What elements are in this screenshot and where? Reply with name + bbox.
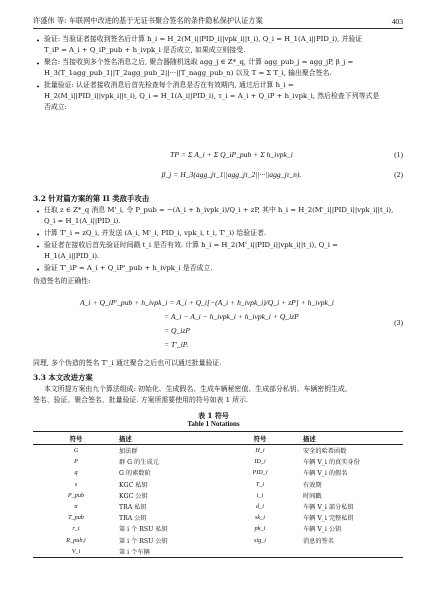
bullet-aggregate-line1: 聚合: 当接收到多个签名消息之后, 聚合器随机选取 agg_j ∈ Z*_q, 计算 agg_pub_j = agg_jP, β_j = — [44, 58, 354, 66]
table-row — [33, 546, 403, 558]
table-cell: 第 i 个 RSU 私钥 — [119, 526, 168, 534]
table-cell — [303, 546, 403, 558]
table-cell: 车辆 V_i 公钥 — [303, 526, 342, 534]
table-row — [33, 445, 403, 457]
running-title: 许盛伟 等: 车联网中改进的基于无证书聚合签名的条件隐私保护认证方案 — [33, 16, 263, 25]
attack-step1-line2: Q_i = H_1(A_i||PID_i). — [44, 217, 121, 225]
bullet-dot: • — [36, 60, 41, 68]
table-cell: 有效期 — [303, 481, 322, 489]
table-row — [33, 479, 403, 490]
table-cell: 安全的哈希函数 — [303, 448, 347, 456]
bullet-verify-line1: 验证: 当验证者接收到签名后计算 h_i = H_2(M_i||PID_i||vpk_i||t_i), Q_i = H_1(A_i||PID_i), 并验证 — [44, 35, 363, 43]
table-cell: 车辆 V_i 的假名 — [303, 470, 348, 478]
section-3-3-para-line2: 签名、验证、聚合签名、批量验证. 方案所需要使用的符号如表 1 所示. — [33, 396, 249, 404]
bullet-dot: • — [36, 208, 41, 216]
section-3-3-para-line1: 本文所提方案由九个算法组成: 初始化、生成假名、生成车辆秘密值、生成部分私钥、车辆密钥生成、 — [44, 385, 352, 393]
table-cell: 时间戳 — [303, 492, 322, 500]
table-header: 符号 — [69, 434, 83, 443]
bullet-dot: • — [36, 83, 41, 91]
attack-step2: 计算 T'_i = zQ_i, 并发送 (A_i, M'_i, PID_i, vpk_i, t_i, T'_i) 给验证者. — [44, 229, 267, 237]
section-3-2-heading: 3.2 针对篇方案的第 II 类敌手攻击 — [33, 194, 150, 203]
equation-2-number: (2) — [394, 170, 403, 179]
bullet-verify-line2: T_iP = A_i + Q_iP_pub + h_ivpk_i 是否成立, 如果成立则接受. — [44, 46, 246, 54]
equation-1-number: (1) — [394, 150, 403, 159]
table-cell: ID_i — [254, 458, 266, 466]
table-caption-cn: 表 1 符号 — [198, 411, 229, 420]
bullet-batch-line3: 否成立: — [44, 103, 67, 111]
equation-3-line4: = T'_iP. — [164, 340, 189, 349]
section-3-3-heading: 3.3 本文改进方案 — [33, 373, 93, 382]
notation-table — [33, 431, 403, 558]
table-cell: KGC 公钥 — [119, 492, 148, 500]
table-cell: TRA 私钥 — [119, 504, 147, 512]
attack-step3-line2: H_1(A_i||PID_i). — [44, 252, 100, 260]
attack-step4: 验证 T'_iP = A_i + Q_iP'_pub + h_ivpk_i 是否成立. — [44, 264, 213, 272]
table-cell: sig_i — [253, 536, 267, 544]
bullet-aggregate-line2: H_3(T_1agg_pub_1||T_2agg_pub_2||···||T_nagg_pub_n) 以及 T = Σ T_i, 输出聚合签名. — [44, 69, 332, 77]
equation-3-line3: = Q_izP — [164, 326, 191, 335]
table-header: 符号 — [253, 434, 267, 443]
table-cell: PID_i — [252, 469, 268, 477]
table-row — [33, 467, 403, 478]
attack-step3-line1: 验证者在接收后首先验证时间戳 t_i 是否有效. 计算 h_i = H_2(M'_i||PID_i||vpk_i||t_i), Q_i = — [44, 241, 338, 249]
table-header: 描述 — [119, 434, 132, 443]
forge-correctness-label: 伪造签名的正确性: — [33, 277, 91, 285]
table-cell: G 的素数阶 — [119, 470, 151, 478]
equation-1: TP = Σ A_i + Σ Q_iP_pub + Σ h_ivpk_i — [170, 150, 293, 159]
equation-3-line1: A_i + Q_iP'_pub + h_ivpk_i = A_i + Q_i[−(A_i + h_ivpk_i)/Q_i + zP] + h_ivpk_i — [80, 298, 334, 307]
table-cell: 第 i 个车辆 — [119, 548, 150, 556]
running-header — [33, 14, 403, 29]
table-cell: R_pub,i — [66, 536, 86, 544]
attack-step1-line1: 任取 z ∈ Z*_q 消息 M'_i, 令 P_pub = −(A_i + h_ivpk_i)/Q_i + zP, 其中 h_i = H_2(M'_i||PID_i||vpk_i||t_i), — [44, 206, 394, 214]
table-cell: KGC 私钥 — [119, 481, 148, 489]
table-row — [33, 512, 403, 523]
table-cell: r_i — [72, 525, 80, 533]
bullet-dot: • — [36, 37, 41, 45]
table-header: 描述 — [303, 434, 316, 443]
table-cell: P_pub — [67, 491, 85, 499]
table-cell: d_i — [256, 503, 264, 511]
table-cell: V_i — [71, 547, 81, 555]
table-cell: α — [74, 503, 78, 511]
equation-3-line2: = A_i − A_i − h_ivpk_i + h_ivpk_i + Q_izP — [164, 312, 299, 321]
table-cell: t_i — [256, 491, 264, 499]
table-cell: 车辆 V_i 部分私钥 — [303, 504, 354, 512]
equation-3-number: (3) — [394, 318, 403, 327]
table-cell: s — [74, 480, 78, 488]
table-cell: pk_i — [254, 525, 266, 533]
table-row — [33, 490, 403, 501]
table-row — [33, 523, 403, 534]
attack-conclusion: 同理, 多个伪造的签名 T'_i 通过聚合之后也可以通过批量验证. — [33, 359, 222, 367]
table-row — [33, 535, 403, 546]
table-cell: T_pub — [68, 514, 84, 522]
table-row — [33, 456, 403, 467]
table-cell: 群 G 的生成元 — [119, 459, 159, 467]
page-number: 403 — [391, 16, 403, 26]
bullet-dot: • — [36, 243, 41, 251]
bullet-dot: • — [36, 266, 41, 274]
table-caption-en: Table 1 Notations — [187, 420, 240, 428]
table-row — [33, 501, 403, 512]
bullet-batch-line2: H_2(M_i||PID_i||vpk_i||t_i), Q_i = H_1(A_i||PID_i), τ_i = A_i + Q_iP + h_ivpk_i, 然后检查下列等式是 — [44, 92, 380, 100]
table-cell: q — [74, 469, 78, 477]
table-cell: 车辆 V_i 完整私钥 — [303, 515, 354, 523]
table-cell: H_i — [255, 447, 265, 455]
table-cell: G — [73, 447, 79, 455]
table-cell: 第 i 个 RSU 公钥 — [119, 537, 168, 545]
table-cell: sk_i — [255, 514, 265, 522]
table-cell: 车辆 V_i 的真实身份 — [303, 459, 360, 467]
table-cell: T_i — [255, 480, 265, 488]
table-cell: TRA 公钥 — [119, 515, 147, 523]
bullet-dot: • — [36, 231, 41, 239]
bullet-batch-line1: 批量验证: 认证者接收消息后首先检查每个消息是否在有效期内, 通过后计算 h_i = — [44, 81, 294, 89]
table-cell — [217, 546, 303, 558]
table-cell: 加法群 — [119, 448, 138, 456]
equation-2: β_j = H_3(agg_jτ_1||agg_jτ_2||···||agg_jτ_n). — [161, 170, 302, 179]
table-cell: 消息的签名 — [303, 537, 334, 545]
table-cell: P — [74, 458, 78, 466]
